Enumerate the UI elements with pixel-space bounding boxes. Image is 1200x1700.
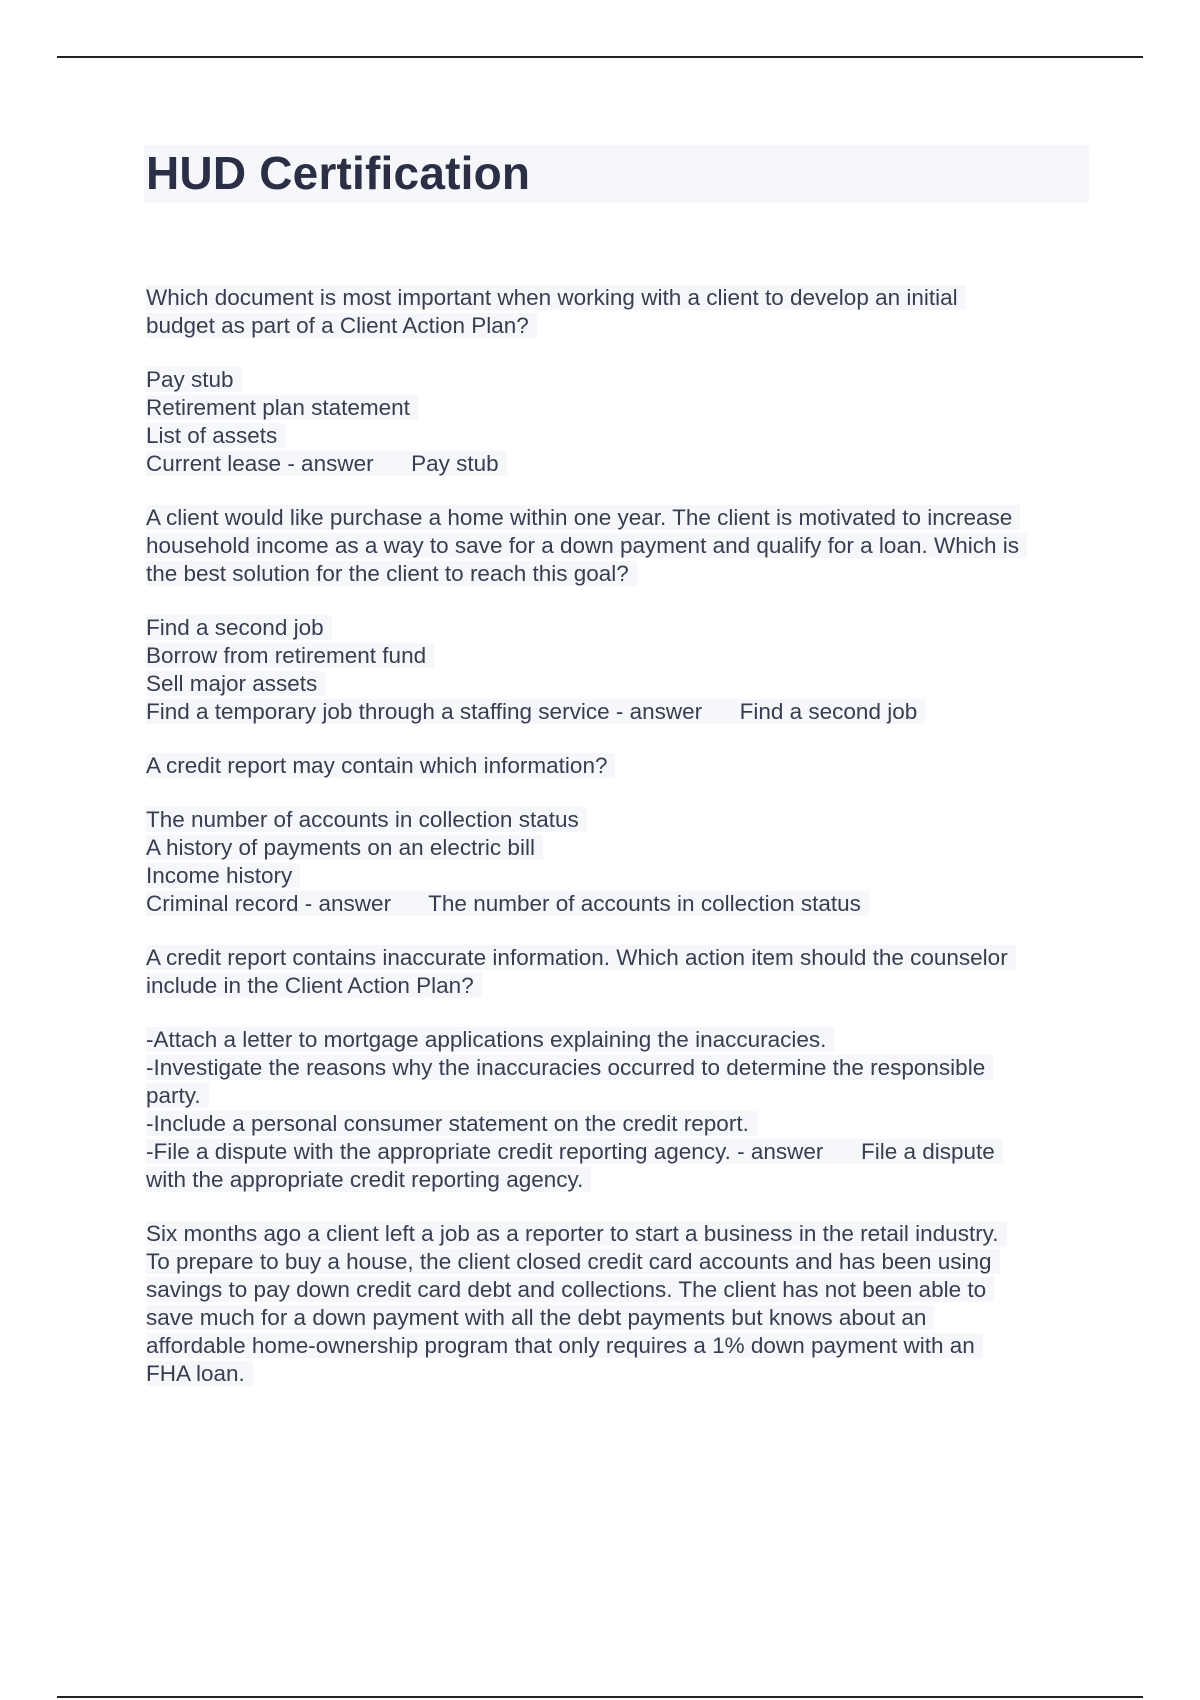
question-block: [146, 504, 1096, 726]
option-text: A history of payments on an electric bill: [146, 835, 543, 860]
question-text: the best solution for the client to reach this goal?: [146, 561, 637, 586]
option-text: List of assets: [146, 423, 285, 448]
question-block: [146, 1220, 1096, 1388]
question-text: A credit report may contain which information?: [146, 753, 615, 778]
option-text: Pay stub: [146, 367, 242, 392]
question-text: A client would like purchase a home within one year. The client is motivated to increase: [146, 505, 1020, 530]
last-option-text: Criminal record - answer: [146, 891, 392, 916]
option-text: The number of accounts in collection status: [146, 807, 587, 832]
answer-continuation-text: with the appropriate credit reporting agency.: [146, 1167, 591, 1192]
bottom-rule: [57, 1696, 1143, 1698]
top-rule: [57, 56, 1143, 58]
answer-text: The number of accounts in collection status: [428, 891, 861, 916]
option-text: Borrow from retirement fund: [146, 643, 434, 668]
option-text: Sell major assets: [146, 671, 325, 696]
option-text: party.: [146, 1083, 209, 1108]
question-text: FHA loan.: [146, 1361, 253, 1386]
question-text: A credit report contains inaccurate information. Which action item should the counselor: [146, 945, 1016, 970]
question-text: Six months ago a client left a job as a reporter to start a business in the retail industry.: [146, 1221, 1007, 1246]
option-text: -Include a personal consumer statement on the credit report.: [146, 1111, 757, 1136]
option-text: -Investigate the reasons why the inaccuracies occurred to determine the responsible: [146, 1055, 993, 1080]
answer-text: Pay stub: [411, 451, 499, 476]
document-body: [146, 284, 1096, 1388]
option-text: Find a second job: [146, 615, 332, 640]
question-text: household income as a way to save for a down payment and qualify for a loan. Which is: [146, 533, 1027, 558]
question-text: affordable home-ownership program that only requires a 1% down payment with an: [146, 1333, 983, 1358]
last-option-text: -File a dispute with the appropriate credit reporting agency. - answer: [146, 1139, 824, 1164]
question-text: Which document is most important when working with a client to develop an initial: [146, 285, 966, 310]
last-option-text: Find a temporary job through a staffing service - answer: [146, 699, 703, 724]
question-text: include in the Client Action Plan?: [146, 973, 482, 998]
question-block: [146, 284, 1096, 478]
document-title: HUD Certification: [146, 147, 531, 199]
question-block: [146, 752, 1096, 918]
option-text: Retirement plan statement: [146, 395, 418, 420]
question-text: To prepare to buy a house, the client closed credit card accounts and has been using: [146, 1249, 1000, 1274]
question-text: save much for a down payment with all the debt payments but knows about an: [146, 1305, 934, 1330]
option-text: Income history: [146, 863, 300, 888]
question-text: savings to pay down credit card debt and collections. The client has not been able to: [146, 1277, 994, 1302]
option-text: -Attach a letter to mortgage applications explaining the inaccuracies.: [146, 1027, 834, 1052]
last-option-text: Current lease - answer: [146, 451, 374, 476]
question-text: budget as part of a Client Action Plan?: [146, 313, 537, 338]
question-block: [146, 944, 1096, 1194]
answer-text: Find a second job: [739, 699, 918, 724]
answer-text: File a dispute: [860, 1139, 995, 1164]
